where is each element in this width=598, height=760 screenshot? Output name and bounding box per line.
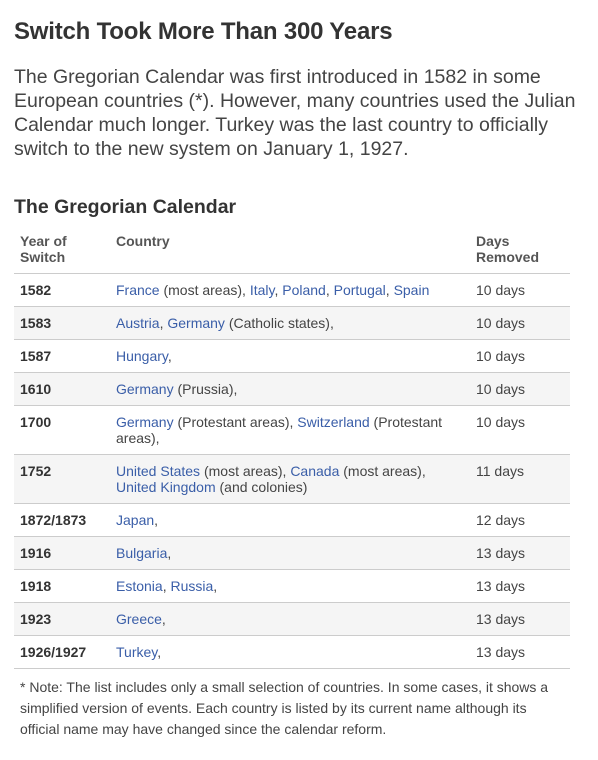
cell-year: 1916 xyxy=(14,537,110,570)
country-text: , xyxy=(154,512,159,528)
table-row xyxy=(14,340,570,373)
cell-days: 10 days xyxy=(470,373,570,406)
cell-days: 11 days xyxy=(470,455,570,504)
country-link[interactable]: Italy xyxy=(249,282,275,298)
cell-year: 1700 xyxy=(14,406,110,455)
cell-days: 13 days xyxy=(470,636,570,669)
cell-days: 13 days xyxy=(470,537,570,570)
country-text: , xyxy=(325,282,334,298)
country-text: , xyxy=(385,282,394,298)
country-link[interactable]: Poland xyxy=(282,282,326,298)
cell-year: 1926/1927 xyxy=(14,636,110,669)
country-link[interactable]: Switzerland xyxy=(297,414,370,430)
header-year: Year of Switch xyxy=(14,224,110,274)
country-text: (Protestant areas), xyxy=(116,414,443,446)
cell-year: 1587 xyxy=(14,340,110,373)
cell-days: 10 days xyxy=(470,307,570,340)
cell-days: 10 days xyxy=(470,340,570,373)
cell-days: 10 days xyxy=(470,406,570,455)
footnote: * Note: The list includes only a small selection of countries. In some cases, it shows a simplified version of events. Each country is listed by its current name although its official name may have changed since the calendar reform. xyxy=(20,679,549,737)
cell-days: 13 days xyxy=(470,603,570,636)
cell-year: 1918 xyxy=(14,570,110,603)
cell-country xyxy=(110,406,470,455)
country-link[interactable]: Turkey xyxy=(116,644,158,660)
country-text: , xyxy=(213,578,218,594)
cell-year: 1582 xyxy=(14,274,110,307)
cell-country xyxy=(110,570,470,603)
cell-days: 12 days xyxy=(470,504,570,537)
country-text: (most areas), xyxy=(159,282,250,298)
country-link[interactable]: United States xyxy=(116,463,201,479)
country-text: (and colonies) xyxy=(215,479,308,495)
country-link[interactable]: Canada xyxy=(290,463,340,479)
country-link[interactable]: Bulgaria xyxy=(116,545,168,561)
country-text: (Prussia), xyxy=(173,381,238,397)
country-link[interactable]: Estonia xyxy=(116,578,163,594)
country-link[interactable]: Japan xyxy=(116,512,155,528)
header-days: Days Removed xyxy=(470,224,570,274)
country-link[interactable]: Austria xyxy=(116,315,160,331)
country-link[interactable]: France xyxy=(116,282,160,298)
country-link[interactable]: Germany xyxy=(167,315,225,331)
cell-country xyxy=(110,603,470,636)
cell-year: 1872/1873 xyxy=(14,504,110,537)
cell-days: 13 days xyxy=(470,570,570,603)
country-text: , xyxy=(157,644,162,660)
table-row xyxy=(14,603,570,636)
country-link[interactable]: Spain xyxy=(393,282,430,298)
cell-country xyxy=(110,307,470,340)
cell-days: 10 days xyxy=(470,274,570,307)
table-row xyxy=(14,504,570,537)
country-link[interactable]: Hungary xyxy=(116,348,168,364)
table-row xyxy=(14,274,570,307)
country-text: , xyxy=(162,578,171,594)
cell-year: 1752 xyxy=(14,455,110,504)
calendar-table xyxy=(14,224,570,669)
cell-country xyxy=(110,340,470,373)
country-text: , xyxy=(159,315,168,331)
cell-year: 1610 xyxy=(14,373,110,406)
table-row xyxy=(14,373,570,406)
table-row xyxy=(14,406,570,455)
country-text: , xyxy=(161,611,166,627)
country-link[interactable]: Germany xyxy=(116,414,174,430)
country-text: (Catholic states), xyxy=(224,315,334,331)
table-row xyxy=(14,537,570,570)
cell-country xyxy=(110,537,470,570)
country-link[interactable]: Portugal xyxy=(333,282,386,298)
cell-year: 1583 xyxy=(14,307,110,340)
table-header-row xyxy=(14,224,570,274)
country-link[interactable]: Germany xyxy=(116,381,174,397)
country-text: , xyxy=(167,348,172,364)
country-text: (most areas), xyxy=(339,463,426,479)
cell-country xyxy=(110,504,470,537)
cell-year: 1923 xyxy=(14,603,110,636)
header-country: Country xyxy=(110,224,470,274)
table-row xyxy=(14,570,570,603)
country-text: (Protestant areas), xyxy=(173,414,298,430)
intro-paragraph: The Gregorian Calendar was first introduced in 1582 in some European countries (*). However, many countries used the Julian Calendar much longer. Turkey was the last country to officially switch to the new system on January 1, 1927. xyxy=(14,66,576,160)
cell-country xyxy=(110,455,470,504)
country-link[interactable]: United Kingdom xyxy=(116,479,216,495)
table-row xyxy=(14,455,570,504)
table-body xyxy=(14,274,570,669)
country-text: , xyxy=(274,282,283,298)
table-title: The Gregorian Calendar xyxy=(14,196,237,218)
country-text: , xyxy=(167,545,172,561)
cell-country xyxy=(110,274,470,307)
cell-country xyxy=(110,373,470,406)
country-link[interactable]: Greece xyxy=(116,611,162,627)
table-row xyxy=(14,307,570,340)
page-title: Switch Took More Than 300 Years xyxy=(14,18,393,45)
cell-country xyxy=(110,636,470,669)
country-text: (most areas), xyxy=(200,463,291,479)
table-row xyxy=(14,636,570,669)
country-link[interactable]: Russia xyxy=(170,578,214,594)
